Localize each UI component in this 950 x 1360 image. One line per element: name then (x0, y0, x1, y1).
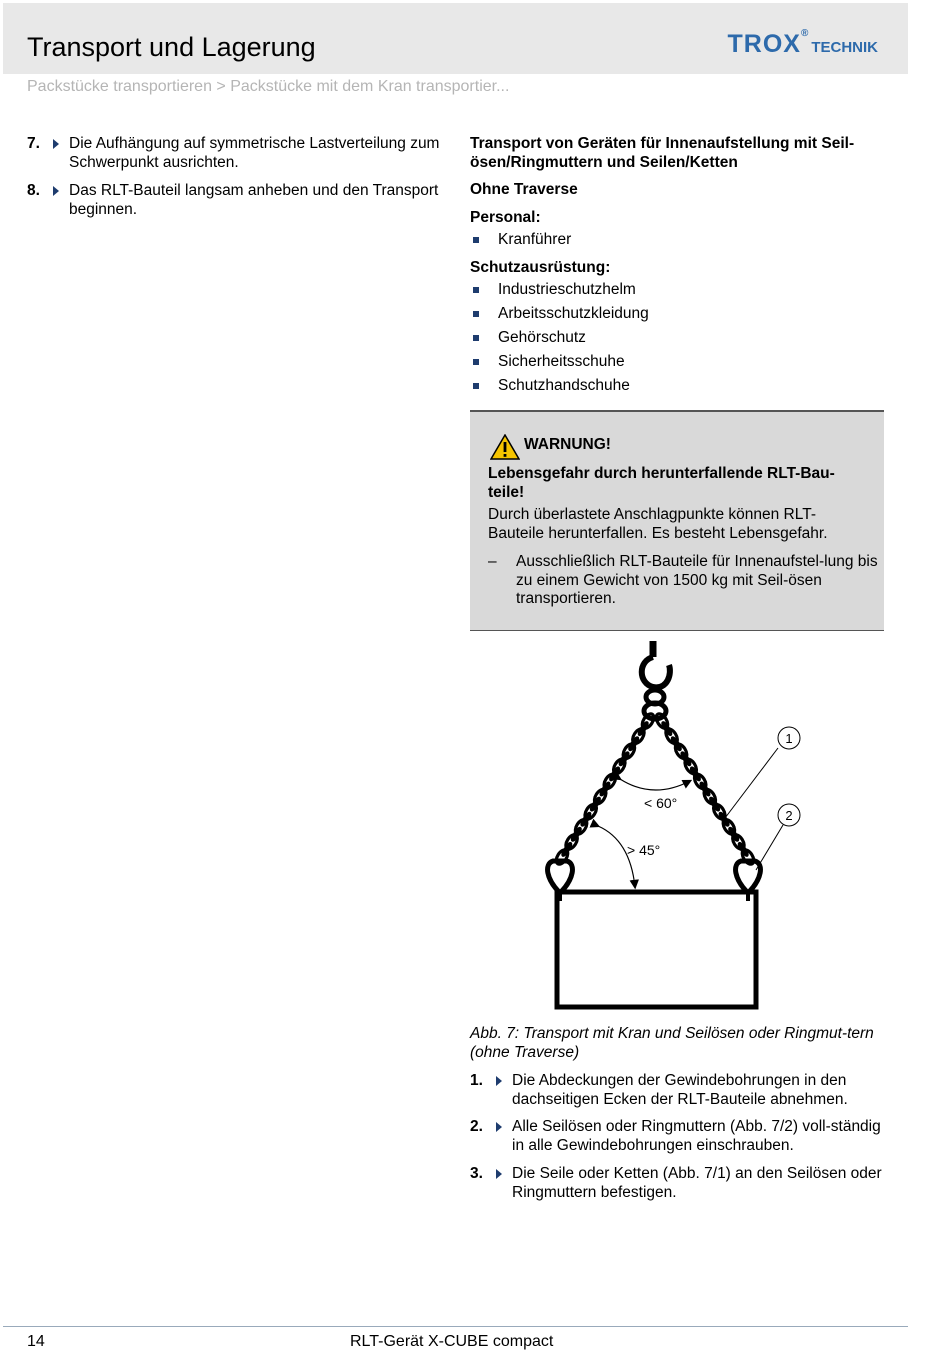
list-item-text: Gehörschutz (498, 329, 586, 346)
list-item-text: Schutzhandschuhe (498, 377, 630, 394)
step-number: 2. (470, 1118, 483, 1135)
step-text: Das RLT-Bauteil langsam anheben und den Transport beginnen. (69, 182, 439, 218)
bullet-square-icon (473, 237, 479, 243)
warning-measure: Ausschließlich RLT-Bauteile für Innenaufstel-lung bis zu einem Gewicht von 1500 kg mit Seil-ösen transportieren. (516, 553, 878, 607)
step-item (470, 1118, 885, 1155)
step-number: 8. (27, 182, 40, 199)
callout-label-1: 1 (785, 731, 793, 746)
step-text: Die Abdeckungen der Gewindebohrungen in den dachseitigen Ecken der RLT-Bauteile abnehmen. (512, 1072, 848, 1108)
step-item (470, 1165, 885, 1202)
personal-label: Personal: (470, 209, 541, 226)
step-number: 1. (470, 1072, 483, 1089)
section-subheading: Ohne Traverse (470, 181, 578, 198)
rlt-unit-box (557, 892, 756, 1007)
arrow-right-icon (53, 186, 59, 196)
logo-sub-text: TECHNIK (811, 39, 878, 56)
page-title: Transport und Lagerung (27, 32, 316, 62)
section-heading: Transport von Geräten für Innenaufstellung mit Seil-ösen/Ringmuttern und Seilen/Ketten (470, 135, 855, 171)
list-item-text: Sicherheitsschuhe (498, 353, 625, 370)
warning-triangle-icon (490, 434, 520, 460)
arrow-right-icon (496, 1076, 502, 1086)
warning-title: Lebensgefahr durch herunterfallende RLT-Bau-teile! (488, 465, 835, 501)
list-item-text: Kranführer (498, 231, 572, 248)
warning-text: Durch überlastete Anschlagpunkte können RLT-Bauteile herunterfallen. Es besteht Lebensgefahr. (488, 506, 828, 542)
step-text: Alle Seilösen oder Ringmuttern (Abb. 7/2) voll-ständig in alle Gewindebohrungen einschrauben. (512, 1118, 881, 1154)
breadcrumb: Packstücke transportieren > Packstücke mit dem Kran transportier... (27, 78, 510, 95)
warning-box (470, 410, 884, 631)
warning-signal-word: WARNUNG! (524, 436, 611, 453)
arrow-right-icon (496, 1169, 502, 1179)
logo-main-text: TROX (727, 30, 801, 58)
callout-line-2 (756, 825, 783, 870)
figure-caption: Abb. 7: Transport mit Kran und Seilösen oder Ringmut-tern (ohne Traverse) (470, 1025, 874, 1061)
eyebolt-left-icon (548, 861, 573, 901)
arrow-right-icon (53, 139, 59, 149)
page-header (3, 3, 908, 74)
trox-logo (728, 30, 879, 59)
page-number: 14 (27, 1333, 45, 1350)
footer-divider (3, 1326, 908, 1327)
step-item (27, 135, 442, 172)
step-item (470, 1072, 885, 1109)
document-title: RLT-Gerät X-CUBE compact (350, 1333, 554, 1350)
step-item (27, 182, 442, 219)
bullet-square-icon (473, 335, 479, 341)
bullet-square-icon (473, 383, 479, 389)
callout-label-2: 2 (785, 808, 793, 823)
dash-bullet-icon: – (488, 553, 497, 570)
bullet-square-icon (473, 287, 479, 293)
step-number: 7. (27, 135, 40, 152)
list-item-text: Industrieschutzhelm (498, 281, 636, 298)
bullet-square-icon (473, 311, 479, 317)
angle-arc-60 (620, 779, 690, 790)
angle-label-bottom: > 45° (627, 842, 661, 858)
arrow-right-icon (496, 1122, 502, 1132)
bullet-square-icon (473, 359, 479, 365)
crane-hook-icon (642, 641, 670, 719)
logo-registered-mark: ® (800, 28, 809, 39)
step-number: 3. (470, 1165, 483, 1182)
crane-transport-figure (470, 635, 885, 1020)
ppe-label: Schutzausrüstung: (470, 259, 611, 276)
angle-label-top: < 60° (644, 795, 678, 811)
list-item-text: Arbeitsschutzkleidung (498, 305, 649, 322)
callout-line-1 (722, 748, 778, 822)
step-text: Die Seile oder Ketten (Abb. 7/1) an den Seilösen oder Ringmuttern befestigen. (512, 1165, 882, 1201)
step-text: Die Aufhängung auf symmetrische Lastverteilung zum Schwerpunkt ausrichten. (69, 135, 440, 171)
